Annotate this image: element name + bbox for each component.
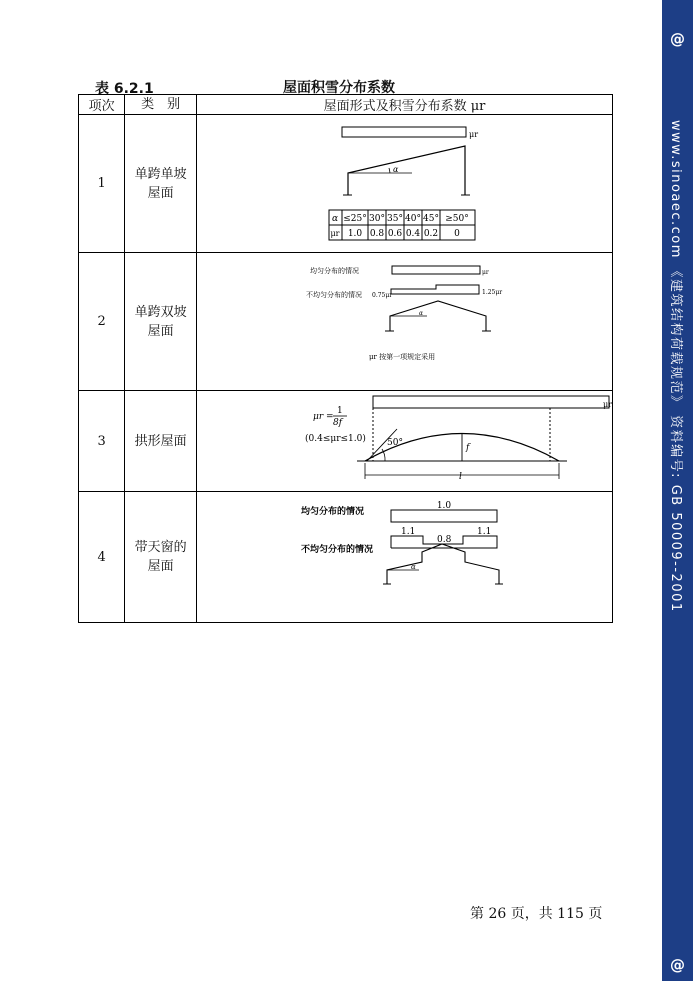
snow-distribution-table <box>78 94 613 623</box>
left-value: 0.75μr <box>371 292 393 299</box>
coef-mu-2: 0.8 <box>369 229 385 239</box>
nonuniform-label: 不均匀分布的情况 <box>305 291 362 299</box>
angle-label: α <box>418 310 424 317</box>
formula-den: 8f <box>332 418 343 428</box>
table-row <box>79 492 613 623</box>
header-form: 屋面形式及积雪分布系数 μr <box>196 95 612 115</box>
mu-label: μr <box>468 130 479 139</box>
header-category: 类 别 <box>125 95 197 115</box>
sidebar-vertical-text <box>664 120 691 880</box>
row-category <box>125 253 197 391</box>
uniform-value: 1.0 <box>436 501 452 511</box>
right-value: 1.1 <box>476 527 492 537</box>
coef-mu-5: 0.2 <box>423 229 439 239</box>
row-index: 4 <box>79 492 125 623</box>
mu-label: μr <box>481 269 489 276</box>
angle-value: 50° <box>386 438 403 448</box>
category-line2: 屋面 <box>147 323 174 339</box>
category-line2: 屋面 <box>147 185 174 201</box>
uniform-label: 均匀分布的情况 <box>300 507 364 517</box>
table-row <box>79 115 613 253</box>
coef-mu-4: 0.4 <box>405 229 421 239</box>
angle-label: α <box>392 165 399 174</box>
row-category <box>125 391 197 492</box>
at-symbol-bottom: @ <box>670 956 685 974</box>
coef-mu-0: μr <box>330 229 340 238</box>
formula-num: 1 <box>336 406 343 416</box>
mu-label: μr <box>602 400 612 409</box>
header-index: 项次 <box>79 95 125 115</box>
left-value: 1.1 <box>400 527 416 537</box>
coef-a-4: 40° <box>405 214 421 224</box>
coef-mu-6: 0 <box>454 229 460 239</box>
coef-a-3: 35° <box>387 214 403 224</box>
gable-roof-diagram <box>197 253 612 386</box>
mid-value: 0.8 <box>436 535 452 545</box>
uniform-label: 均匀分布的情况 <box>309 267 359 275</box>
table-row <box>79 391 613 492</box>
sidebar-banner <box>662 0 693 981</box>
diagram-cell-2 <box>196 253 612 391</box>
right-value: 1.25μr <box>481 289 503 296</box>
f-label: f <box>465 443 470 453</box>
header-row <box>79 95 613 115</box>
category-line2: 屋面 <box>147 559 174 574</box>
table-number: 表 6.2.1 <box>95 81 154 97</box>
sidebar-caption: www.sinoaec.com 《建筑结构荷载规范》 资料编号: GB 50009--2001 <box>668 120 683 613</box>
row-index: 1 <box>79 115 125 253</box>
diagram-cell-1 <box>196 115 612 253</box>
diagram-cell-3 <box>196 391 612 492</box>
row-category <box>125 115 197 253</box>
category-line1: 单跨单坡 <box>134 166 187 182</box>
diagram-cell-4 <box>196 492 612 623</box>
formula-lhs: μr = <box>312 412 334 422</box>
coef-a-0: α <box>331 214 339 224</box>
coef-mu-3: 0.6 <box>387 229 403 239</box>
arch-roof-diagram <box>197 391 612 487</box>
coef-mu-1: 1.0 <box>347 229 363 239</box>
category-line1: 拱形屋面 <box>134 433 187 449</box>
skylight-roof-diagram <box>197 492 612 618</box>
coef-a-2: 30° <box>369 214 385 224</box>
l-label: l <box>458 472 462 482</box>
mono-pitch-roof-diagram <box>197 115 612 248</box>
row-category <box>125 492 197 623</box>
coef-a-1: ≤25° <box>343 214 367 224</box>
table-row <box>79 253 613 391</box>
table-title: 屋面积雪分布系数 <box>283 80 395 96</box>
category-line1: 带天窗的 <box>134 540 187 555</box>
page-footer: 第 26 页，共 115 页 <box>470 906 603 922</box>
row-index: 2 <box>79 253 125 391</box>
note: μr 按第一项规定采用 <box>368 353 436 361</box>
at-symbol-top: @ <box>670 30 685 48</box>
coef-a-5: 45° <box>423 214 439 224</box>
coef-a-6: ≥50° <box>445 214 469 224</box>
range: (0.4≤μr≤1.0) <box>304 434 366 444</box>
angle-label: α <box>410 563 416 571</box>
coef-table <box>329 210 475 240</box>
category-line1: 单跨双坡 <box>134 304 187 320</box>
row-index: 3 <box>79 391 125 492</box>
nonuniform-label: 不均匀分布的情况 <box>300 545 373 555</box>
